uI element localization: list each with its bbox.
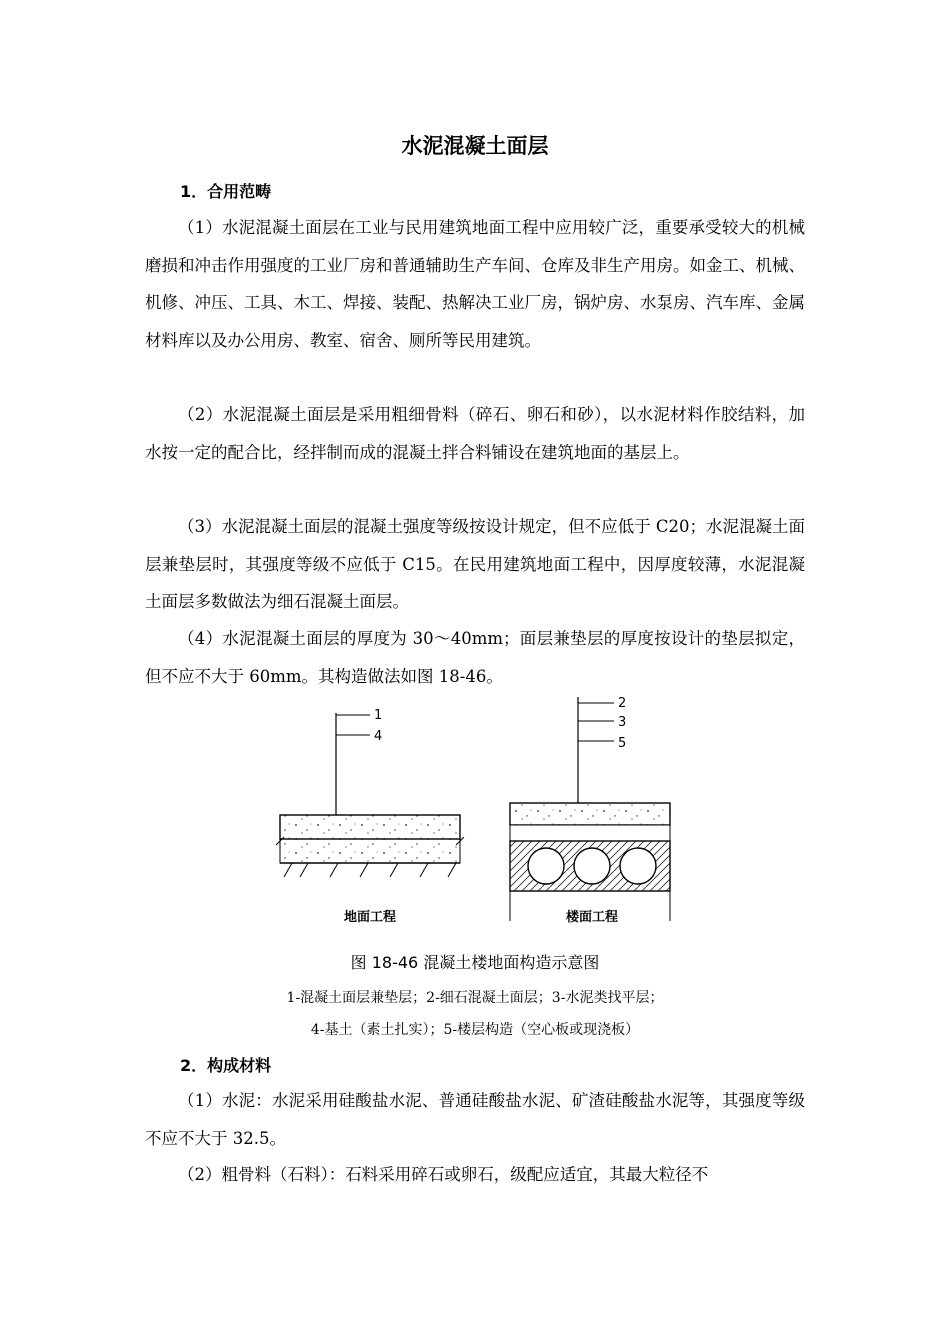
upper-floor-label: 楼面工程 — [565, 910, 619, 925]
ground-floor-label: 地面工程 — [343, 910, 397, 925]
figure-caption: 图 18-46 混凝土楼地面构造示意图 — [350, 953, 600, 972]
callout-label: 4 — [374, 729, 383, 744]
paragraph-2: （2）水泥混凝土面层是采用粗细骨料（碎石、卵石和砂），以水泥材料作胶结料，加水按一定的配合比，经拌制而成的混凝土拌合料铺设在建筑地面的基层上。 — [145, 405, 805, 462]
section-heading-scope: 1．合用范畴 — [180, 182, 272, 201]
ground-floor-diagram — [276, 708, 464, 925]
upper-floor-diagram — [510, 696, 670, 925]
paragraph-3: （3）水泥混凝土面层的混凝土强度等级按设计规定，但不应低于 C20；水泥混凝土面层兼垫层时，其强度等级不应低于 C15。在民用建筑地面工程中，因厚度较薄，水泥混凝土面层多数做法为细石混凝土面层。 — [145, 517, 805, 611]
document-title: 水泥混凝土面层 — [401, 134, 549, 158]
callout-label: 5 — [618, 736, 627, 751]
paragraph-1: （1）水泥混凝土面层在工业与民用建筑地面工程中应用较广泛，重要承受较大的机械磨损和冲击作用强度的工业厂房和普通辅助生产车间、仓库及非生产用房。如金工、机械、机修、冲压、工具、木工、焊接、装配、热解决工业厂房，锅炉房、水泵房、汽车库、金属材料库以及办公用房、教室、宿舍、厕所等民用建筑。 — [145, 218, 805, 350]
paragraph-5: （1）水泥：水泥采用硅酸盐水泥、普通硅酸盐水泥、矿渣硅酸盐水泥等，其强度等级不应不大于 32.5。 — [145, 1091, 805, 1148]
figure-note-1: 1-混凝土面层兼垫层；2-细石混凝土面层；3-水泥类找平层； — [286, 990, 664, 1006]
paragraph-6: （2）粗骨料（石料）：石料采用碎石或卵石，级配应适宜，其最大粒径不 — [178, 1165, 709, 1184]
callout-label: 1 — [374, 708, 383, 723]
section-heading-materials: 2．构成材料 — [180, 1056, 272, 1075]
construction-diagram — [270, 695, 680, 935]
paragraph-4: （4）水泥混凝土面层的厚度为 30～40mm；面层兼垫层的厚度按设计的垫层拟定，但不应不大于 60mm。其构造做法如图 18-46。 — [145, 629, 805, 686]
figure-note-2: 4-基土（素土扎实）；5-楼层构造（空心板或现浇板） — [310, 1022, 640, 1038]
floor-construction-figure — [270, 695, 680, 935]
callout-label: 3 — [618, 715, 627, 730]
callout-label: 2 — [618, 696, 627, 711]
